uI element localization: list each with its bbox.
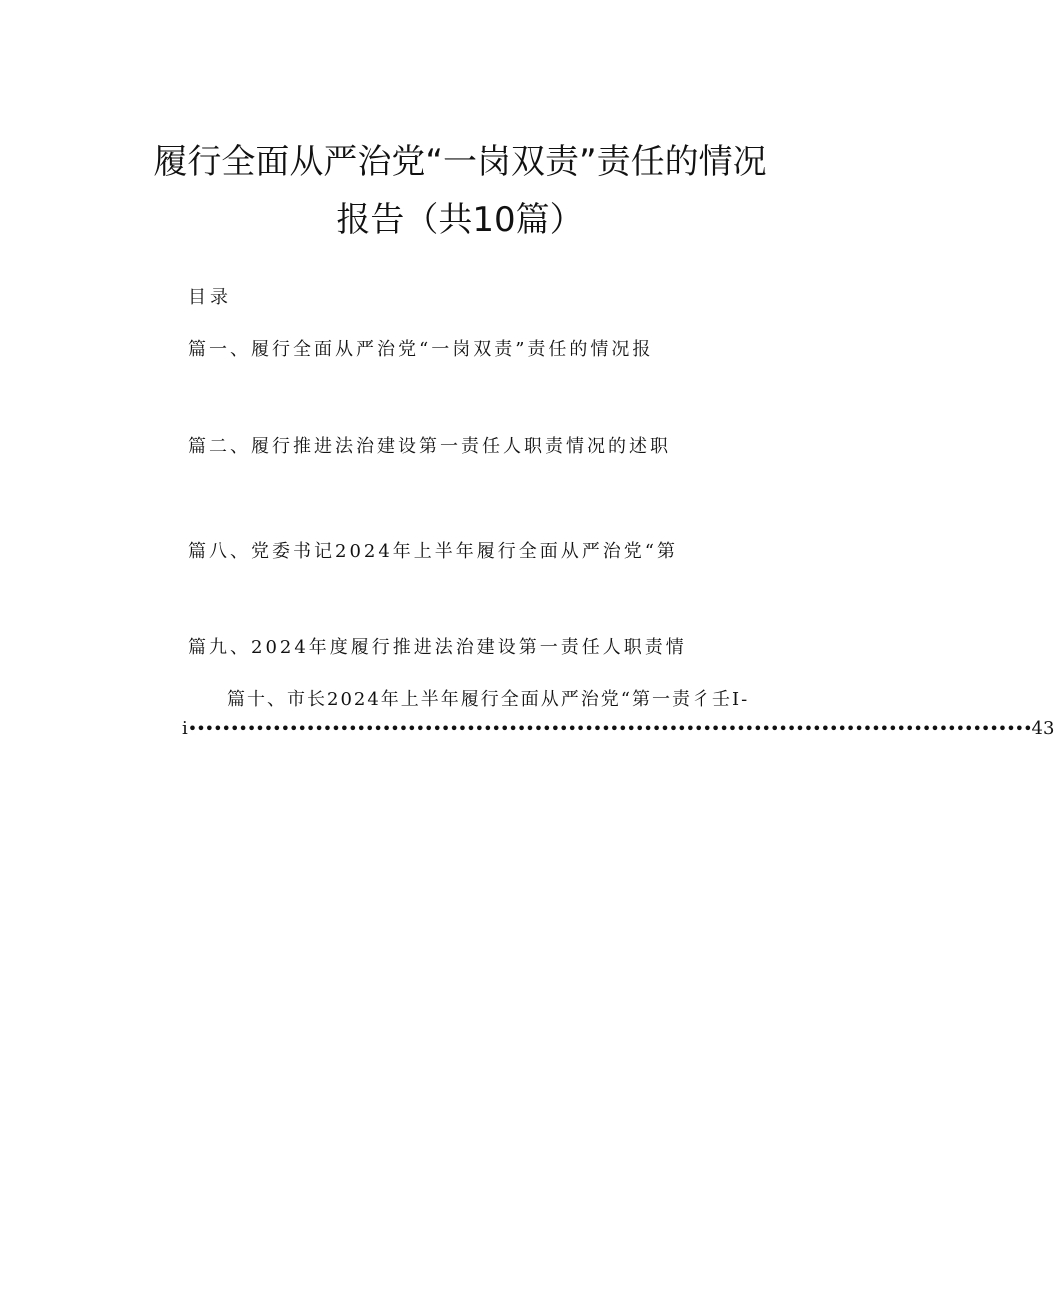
toc-item-5-wrap-fragment: i: [182, 718, 188, 739]
toc-item-1[interactable]: 篇一、履行全面从严治党“一岗双责”责任的情况报: [188, 339, 654, 360]
toc-heading: 目录: [188, 287, 232, 308]
toc-dot-leader: ••••••••••••••••••••••••••••••••••••••••••••••••••••••••••••••••••••••••••••••••••••••••••••••••••••: [187, 719, 1032, 738]
toc-item-5-line-1[interactable]: 篇十、市长2024年上半年履行全面从严治党“第一责彳壬I-: [227, 689, 750, 710]
toc-page-number: 43: [1031, 718, 1054, 739]
toc-item-5-line-2[interactable]: [182, 716, 1054, 742]
toc-item-4[interactable]: 篇九、2024年度履行推进法治建设第一责任人职责情: [188, 637, 687, 658]
toc-item-3[interactable]: 篇八、党委书记2024年上半年履行全面从严治党“第: [188, 541, 679, 562]
document-title-line-2: 报告（共10篇）: [336, 200, 584, 240]
document-title-line-1: 履行全面从严治党“一岗双责”责任的情况: [153, 142, 767, 182]
toc-item-2[interactable]: 篇二、履行推进法治建设第一责任人职责情况的述职: [188, 436, 671, 457]
